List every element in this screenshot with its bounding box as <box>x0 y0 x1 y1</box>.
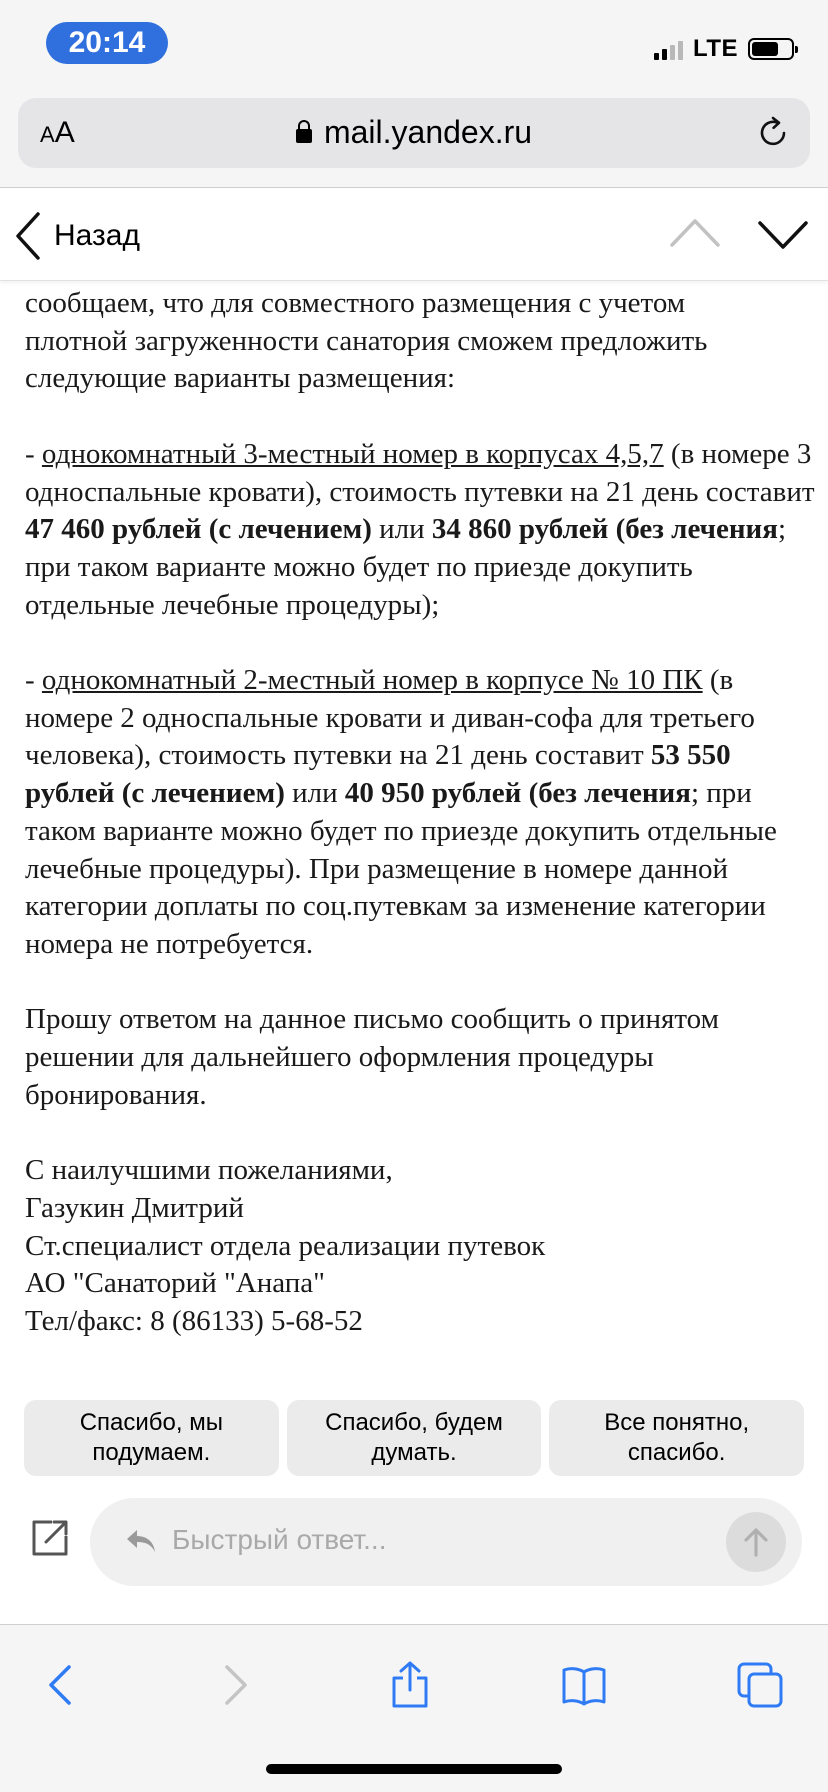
home-indicator <box>266 1764 562 1774</box>
intro-line: плотной загруженности санатория сможем предложить <box>25 324 708 357</box>
browser-back-button[interactable] <box>30 1655 90 1715</box>
reload-icon[interactable] <box>754 114 792 152</box>
option-2-price-with-treatment: 53 550 рублей (с лечением) <box>25 739 731 810</box>
signature-line: С наилучшими пожеланиями, <box>25 1154 393 1187</box>
battery-icon <box>748 38 794 60</box>
status-time: 20:14 <box>46 22 168 64</box>
message-body <box>25 285 815 1341</box>
bookmarks-icon <box>560 1664 608 1706</box>
quick-reply-field[interactable] <box>90 1498 802 1586</box>
status-indicators <box>654 36 794 62</box>
open-full-compose-icon[interactable] <box>30 1518 70 1558</box>
back-icon <box>45 1663 75 1707</box>
share-icon <box>389 1660 431 1710</box>
text-size-button[interactable]: AA <box>40 116 75 149</box>
network-type: LTE <box>692 35 738 62</box>
mail-header <box>0 189 828 281</box>
url-text: mail.yandex.ru <box>323 114 533 150</box>
tabs-button[interactable] <box>730 1655 790 1715</box>
arrow-up-icon <box>741 1526 771 1558</box>
url-display[interactable] <box>18 114 810 151</box>
intro-line: следующие варианты размещения: <box>25 362 456 395</box>
signature-phone: Тел/факс: 8 (86133) 5-68-52 <box>25 1304 363 1337</box>
signature-company: АО "Санаторий "Анапа" <box>25 1267 325 1300</box>
suggestion-button[interactable]: Все понятно, спасибо. <box>549 1400 804 1476</box>
option-2-link[interactable]: однокомнатный 2-местный номер в корпусе № 10 ПК <box>41 664 703 696</box>
lock-icon <box>296 129 312 143</box>
signal-icon <box>654 38 683 60</box>
previous-message-icon[interactable] <box>668 209 722 259</box>
signature-position: Ст.специалист отдела реализации путевок <box>25 1229 546 1262</box>
reply-arrow-icon <box>124 1526 158 1556</box>
option-2-price-without-treatment: 40 950 рублей (без лечения <box>344 777 691 810</box>
back-label: Назад <box>54 219 140 252</box>
option-1-paragraph: - однокомнатный 3-местный номер в корпусах 4,5,7 (в номере 3 односпальные кровати), стоимость путевки на 21 день составит 47 460 рублей (с лечением) или 34 860 рублей (без лечения; при таком варианте можно будет по приезде докупить отдельные лечебные процедуры); <box>25 437 815 621</box>
quick-reply-placeholder: Быстрый ответ... <box>172 1524 387 1555</box>
back-button[interactable] <box>14 211 140 261</box>
signature-name: Газукин Дмитрий <box>25 1191 244 1224</box>
send-button[interactable] <box>726 1512 786 1572</box>
option-1-price-with-treatment: 47 460 рублей (с лечением) <box>25 513 372 546</box>
chevron-left-icon <box>14 211 42 261</box>
quick-reply-suggestions <box>24 1400 804 1476</box>
request-paragraph: Прошу ответом на данное письмо сообщить о принятом решении для дальнейшего оформления процедуры бронирования. <box>25 1003 719 1111</box>
intro-line: сообщаем, что для совместного размещения с учетом <box>25 287 686 319</box>
browser-forward-button[interactable] <box>206 1655 266 1715</box>
browser-top-chrome <box>0 0 828 188</box>
tabs-icon <box>736 1661 784 1709</box>
option-2-paragraph: - однокомнатный 2-местный номер в корпусе № 10 ПК (в номере 2 односпальные кровати и диван-софа для третьего человека), стоимость путевки на 21 день составит 53 550 рублей (с лечением) или 40 950 рублей (без лечения; при таком варианте можно будет по приезде докупить отдельные лечебные процедуры). При размещение в номере данной категории доплаты по соц.путевкам за изменение категории номера не потребуется. <box>25 664 777 960</box>
bookmarks-button[interactable] <box>554 1655 614 1715</box>
option-1-link[interactable]: однокомнатный 3-местный номер в корпусах 4,5,7 <box>41 437 664 470</box>
address-bar[interactable] <box>18 98 810 168</box>
share-button[interactable] <box>380 1655 440 1715</box>
option-1-price-without-treatment: 34 860 рублей (без лечения <box>431 513 778 546</box>
forward-icon <box>221 1663 251 1707</box>
suggestion-button[interactable]: Спасибо, мы подумаем. <box>24 1400 279 1476</box>
suggestion-button[interactable]: Спасибо, будем думать. <box>287 1400 542 1476</box>
next-message-icon[interactable] <box>756 209 810 259</box>
